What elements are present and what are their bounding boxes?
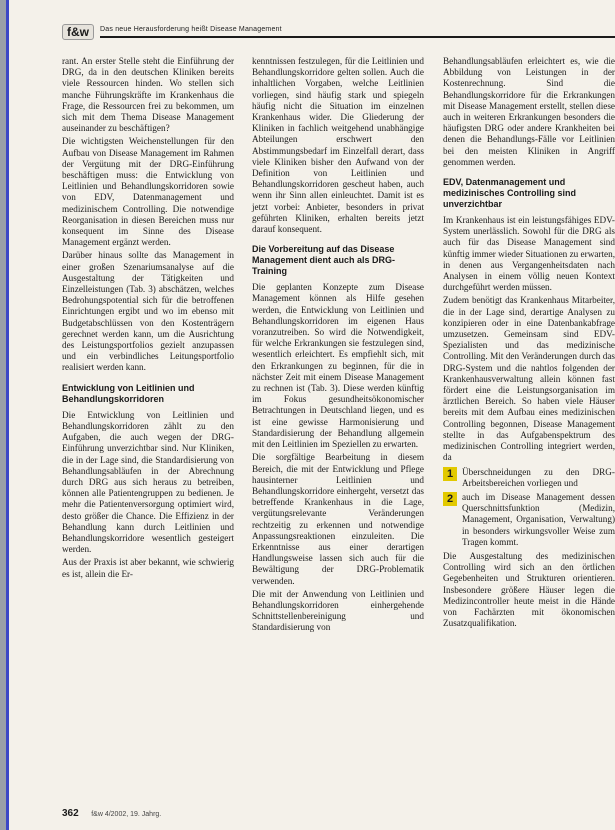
journal-citation: f&w 4/2002, 19. Jahrg. xyxy=(91,811,162,818)
paragraph: Aus der Praxis ist aber bekannt, wie schwierig es ist, allein die Er- xyxy=(62,557,234,579)
paragraph: Die mit der Anwendung von Leitlinien und Behandlungskorridoren einhergehende Schnittstellenbereinigung und Standardisierung von xyxy=(252,588,424,633)
paragraph: Die Entwicklung von Leitlinien und Behandlungskorridoren zählt zu den Aufgaben, die auch wegen der DRG-Einführung unverzichtbar sind. Nur Kliniken, die in der Lage sind, die Standardisierung von Behandlungsabläufen in der Abrechnung durch DRG aus sich heraus zu betreiben, können alle Patientengruppen zu bedienen. Je mehr die Patientenversorgung optimiert wird, desto größer die Chance. Die Effizienz in der Behandlung kann durch Leitlinien und Behandlungskorridore wesentlich gesteigert werden. xyxy=(62,409,234,555)
paragraph: Zudem benötigt das Krankenhaus Mitarbeiter, die in der Lage sind, derartige Analysen zu konzipieren oder in eine Datenbankabfrage umzusetzen. Gemeinsam sind EDV-Spezialisten und das medizinische Controlling. Mit den Veränderungen durch das DRG-System und die nahtlos folgenden der Krankenhausverwaltung allein können fast fördert eine die Leistungsorganisation im ärztlichen Bereich. So haben viele Häuser bereits mit dem Aufbau eines medizinischen Controlling begonnen, Disease Management stellte in das Aufgabenspektrum des medizinischen Controlling integriert werden, da xyxy=(443,295,615,463)
running-header-title: Das neue Herausforderung heißt Disease Management xyxy=(100,26,282,33)
journal-logo: f&w xyxy=(62,24,94,40)
paragraph: Behandlungsabläufen erleichtert es, wie die Abbildung von Leistungen in der Kostenrechnung. Sind die Behandlungskorridore für die Erkrankungen mit Disease Management erstellt, stellen diese auch in weiteren Erkrankungen besonders die häufigsten DRG oder andere Krankheiten bei denen die Behandlungs-Fälle vor Leitlinien bei den meisten Kliniken in Angriff genommen werden. xyxy=(443,56,615,167)
blue-margin-rule xyxy=(6,0,9,830)
paragraph: Darüber hinaus sollte das Management in einer großen Szenariumsanalyse auf die Ausgestaltung der Tätigkeiten und Einzelleistungen (Tab. 3) abschätzen, welches Bedrohungspotential sich für die betroffenen Einrichtungen ergibt und wo im ebenso mit Budgetabschlüssen von den Kostenträgern gerechnet werden kann, um die Ausrichtung des Leistungsportfolios gezielt anzupassen und ein verbindliches Leitungsportfolio realisiert werden kann. xyxy=(62,250,234,373)
paragraph: Die wichtigsten Weichenstellungen für den Aufbau von Disease Management im Rahmen der Vergütung mit der DRG-Einführung beschäftigen muss: die Entwicklung von Leitlinien und Behandlungskorridoren sowie von EDV, Datenmanagement und medizinischem Controlling. Die notwendige Reorganisation in diesen Bereichen muss nur konsequent im Sinne des Disease Management ergänzt werden. xyxy=(62,136,234,248)
column-right xyxy=(443,56,615,631)
paragraph: kenntnissen festzulegen, für die Leitlinien und Behandlungskorridore gelten sollen. Auch die inhaltlichen Vorgaben, welche Leitlinien vorliegen, sind häufig stark und spiegeln häufig nicht die Situation im einzelnen Krankenhaus wider. Die Gliederung der Kliniken in fachlich weitgehend unabhängige Abteilungen erschwert den Abstimmungsbedarf im Einzelfall derart, dass viele Kliniken bisher den Aufwand von der Definition von Leitlinien und Behandlungskorridoren gescheut haben, auch wenn ihr Sinn allen einleuchtet. Damit ist es jetzt vorbei: Anbieter, besonders in privat geführten Kliniken, erhalten bereits jetzt darauf konsequent. xyxy=(252,56,424,235)
section-heading: Die Vorbereitung auf das Disease Management dient auch als DRG-Training xyxy=(252,244,396,277)
paragraph: Im Krankenhaus ist ein leistungsfähiges EDV-System unerlässlich. Sowohl für die DRG als auch für das Disease Management sind künftig immer wieder Situationen zu erwarten, in denen aus Vergangenheitsdaten nach Analysen in einem völlig neuen Kontext durchgeführt werden müssen. xyxy=(443,215,615,293)
list-number-marker: 1 xyxy=(443,467,457,481)
list-item-text: auch im Disease Management dessen Querschnittsfunktion (Medizin, Management, Organisation, Verwaltung) in besonders wirkungsvoller Weise zum Tragen kommt. xyxy=(462,491,615,547)
page-header xyxy=(62,24,615,40)
section-heading: Entwicklung von Leitlinien und Behandlungskorridoren xyxy=(62,382,195,404)
paragraph: Die sorgfältige Bearbeitung in diesem Bereich, die mit der Entwicklung und Pflege hausinterner Leitlinien und Behandlungskorridore einhergeht, versetzt das betreffende Krankenhaus in die Lage, vergütungsrelevante Veränderungen rechtzeitig zu erkennen und notwendige Anpassungsreaktionen einzuleiten. Die Erkenntnisse aus einer derartigen Handlungsweise lassen sich auch für die Bewältigung der DRG-Problematik verwenden. xyxy=(252,452,424,586)
paragraph: rant. An erster Stelle steht die Einführung der DRG, da in den deutschen Kliniken bereits viele Ressourcen hinden. Wo stellen sich manche Führungskräfte im Krankenhaus die Frage, die Ressourcen frei zu bekommen, um sich mit dem Thema Disease Management auseinander zu beschäftigen? xyxy=(62,56,234,134)
paragraph: Die Ausgestaltung des medizinischen Controlling wird sich an den örtlichen Gegebenheiten und Strukturen orientieren. Insbesondere größere Häuser legen die Medizincontroller heute meist in die Hände von Fachärzten mit ökonomischen Zusatzqualifikation. xyxy=(443,550,615,629)
numbered-list-item xyxy=(443,467,615,489)
section-heading: EDV, Datenmanagement und medizinisches Controlling sind unverzichtbar xyxy=(443,177,577,210)
paragraph: Die geplanten Konzepte zum Disease Management können als Hilfe gesehen werden, die Entwicklung von Leitlinien und Behandlungskorridoren im eigenen Haus voranzutreiben. So wird die Notwendigkeit, für welche Erkrankungen sie festzulegen sind, wesentlich erleichtert. Es empfiehlt sich, mit den Erkrankungen zu beginnen, für die in nächster Zeit mit einem Disease Management zu rechnen ist (Tab. 3). Diese werden künftig im Fokus gesundheitsökonomischer Betrachtungen in Deutschland liegen, und es ist eine gewisse Harmonisierung und Standardisierung der Behandlung allgemein mit den Leitlinien im Speziellen zu erwarten. xyxy=(252,282,424,450)
list-number-marker: 2 xyxy=(443,492,457,506)
page-number: 362 xyxy=(62,808,79,819)
page-footer xyxy=(62,808,161,819)
header-rule xyxy=(100,36,615,38)
list-item-text: Überschneidungen zu den DRG-Arbeitsbereichen vorliegen und xyxy=(462,466,615,488)
column-middle xyxy=(252,56,424,636)
column-left xyxy=(62,56,234,582)
numbered-list-item xyxy=(443,492,615,548)
